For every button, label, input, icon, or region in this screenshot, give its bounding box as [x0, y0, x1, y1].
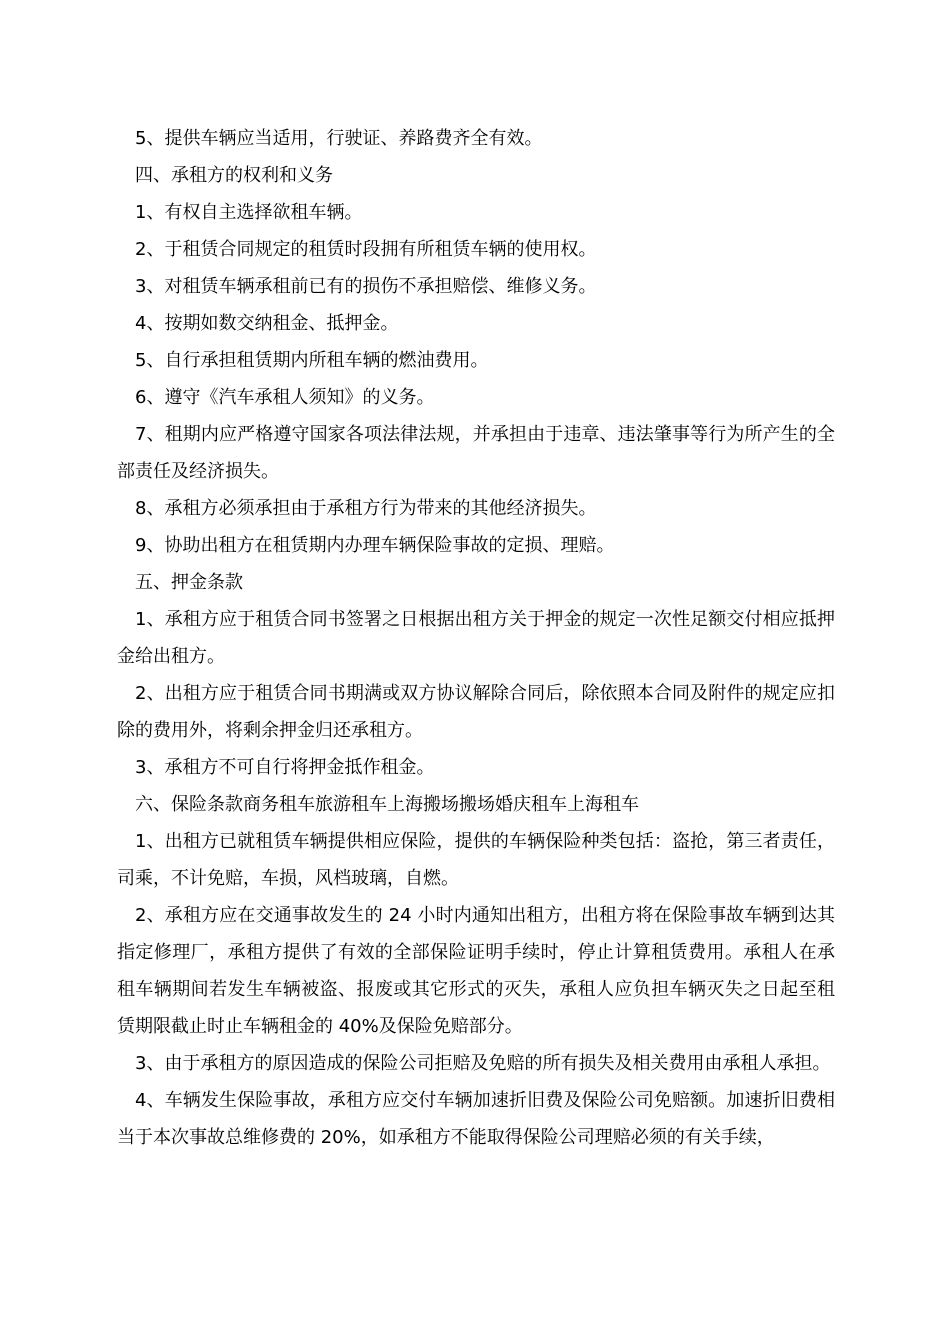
paragraph-item-1-choose-vehicle: 1、有权自主选择欲租车辆。: [135, 202, 363, 223]
section-heading-lessee-rights: 四、承租方的权利和义务: [135, 165, 333, 186]
paragraph-item-7-obey-laws: 7、租期内应严格遵守国家各项法律法规，并承担由于违章、违法肇事等行为所产生的全部责任及经济损失。: [117, 424, 835, 482]
paragraph-item-8-other-losses: 8、承租方必须承担由于承租方行为带来的其他经济损失。: [135, 498, 597, 519]
paragraph-insurance-4: 4、车辆发生保险事故，承租方应交付车辆加速折旧费及保险公司免赔额。加速折旧费相当于本次事故总维修费的 20%，如承租方不能取得保险公司理赔必须的有关手续，: [117, 1090, 835, 1148]
paragraph-insurance-3: 3、由于承租方的原因造成的保险公司拒赔及免赔的所有损失及相关费用由承租人承担。: [135, 1053, 831, 1074]
paragraph-item-3-prior-damage: 3、对租赁车辆承租前已有的损伤不承担赔偿、维修义务。: [135, 276, 597, 297]
paragraph-deposit-3: 3、承租方不可自行将押金抵作租金。: [135, 757, 435, 778]
paragraph-insurance-1: 1、出租方已就租赁车辆提供相应保险，提供的车辆保险种类包括：盗抢，第三者责任，司乘，不计免赔，车损，风档玻璃，自燃。: [117, 831, 835, 889]
paragraph-item-9-assist-claims: 9、协助出租方在租赁期内办理车辆保险事故的定损、理赔。: [135, 535, 615, 556]
paragraph-item-4-pay-rent: 4、按期如数交纳租金、抵押金。: [135, 313, 399, 334]
section-heading-deposit: 五、押金条款: [135, 572, 243, 593]
paragraph-item-6-lessee-notice: 6、遵守《汽车承租人须知》的义务。: [135, 387, 435, 408]
document-body: [117, 120, 835, 1156]
paragraph-deposit-1: 1、承租方应于租赁合同书签署之日根据出租方关于押金的规定一次性足额交付相应抵押金给出租方。: [117, 609, 835, 667]
paragraph-deposit-2: 2、出租方应于租赁合同书期满或双方协议解除合同后，除依照本合同及附件的规定应扣除的费用外，将剩余押金归还承租方。: [117, 683, 835, 741]
section-heading-insurance: 六、保险条款商务租车旅游租车上海搬场搬场婚庆租车上海租车: [135, 794, 639, 815]
paragraph-item-5-vehicle-valid: 5、提供车辆应当适用，行驶证、养路费齐全有效。: [135, 128, 543, 149]
paragraph-item-5-fuel-cost: 5、自行承担租赁期内所租车辆的燃油费用。: [135, 350, 489, 371]
paragraph-insurance-2: 2、承租方应在交通事故发生的 24 小时内通知出租方，出租方将在保险事故车辆到达其指定修理厂，承租方提供了有效的全部保险证明手续时，停止计算租赁费用。承租人在承租车辆期间若发生车辆被盗、报废或其它形式的灭失，承租人应负担车辆灭失之日起至租赁期限截止时止车辆租金的 40%及保险免赔部分。: [117, 905, 835, 1037]
paragraph-item-2-usage-right: 2、于租赁合同规定的租赁时段拥有所租赁车辆的使用权。: [135, 239, 597, 260]
